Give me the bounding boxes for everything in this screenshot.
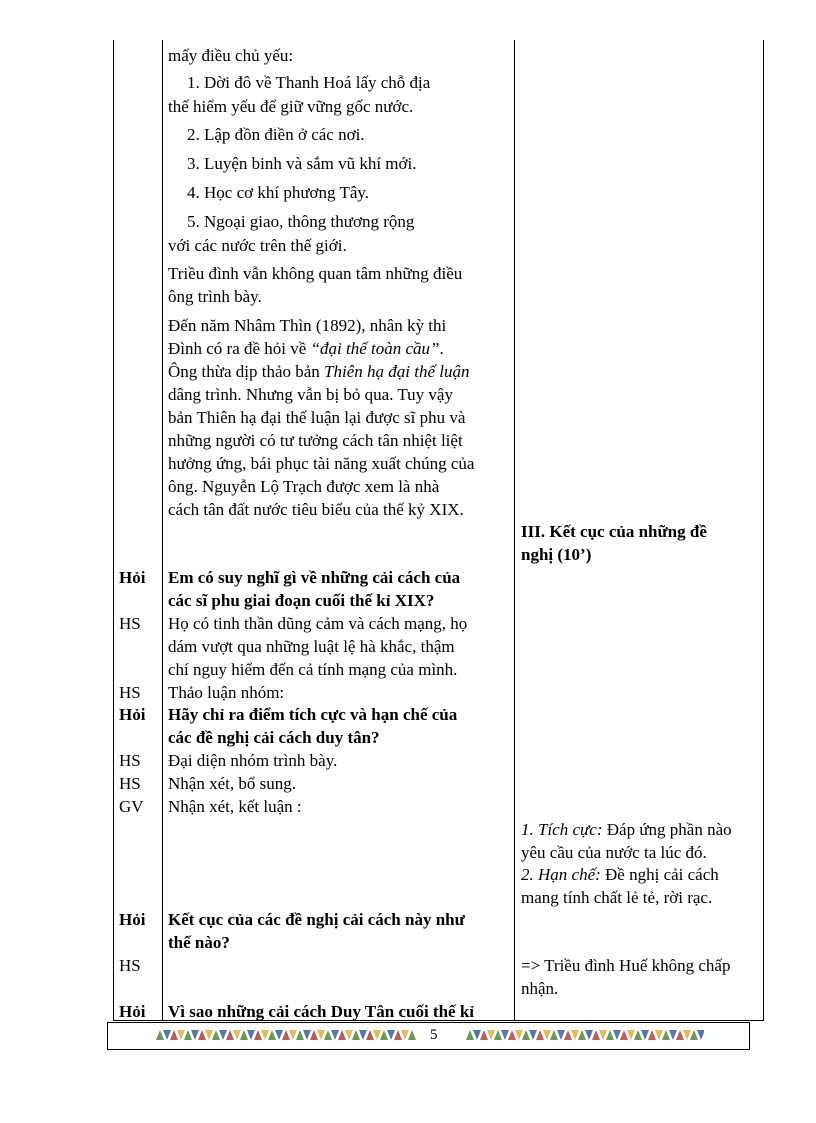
content-line: [168, 362, 470, 382]
decorative-mark: [697, 1030, 704, 1040]
content-line: thế hiểm yếu để giữ vững gốc nước.: [168, 97, 414, 116]
decorative-mark: [338, 1030, 346, 1040]
decorative-mark: [408, 1030, 416, 1040]
question-line: Vì sao những cải cách Duy Tân cuối thế kỉ: [168, 1002, 475, 1021]
content-line: cách tân đất nước tiêu biểu của thế kỷ XIX.: [168, 500, 464, 519]
content-text: .: [439, 339, 444, 358]
decorative-mark: [373, 1030, 381, 1040]
answer-line: Nhận xét, bổ sung.: [168, 774, 296, 793]
question-line: các sĩ phu giai đoạn cuối thế kỉ XIX?: [168, 591, 435, 610]
decorative-mark: [219, 1030, 227, 1040]
decorative-mark: [606, 1030, 614, 1040]
decorative-mark: [247, 1030, 255, 1040]
role-label: HS: [119, 614, 141, 633]
content-line: 3. Luyện binh và sắm vũ khí mới.: [187, 154, 417, 173]
decorative-mark: [198, 1030, 206, 1040]
decorative-mark: [515, 1030, 523, 1040]
decorative-mark: [380, 1030, 388, 1040]
decorative-mark: [613, 1030, 621, 1040]
decorative-mark: [529, 1030, 537, 1040]
content-line: [168, 339, 444, 359]
decorative-mark: [261, 1030, 269, 1040]
decorative-mark: [592, 1030, 600, 1040]
content-italic-text: “đại thế toàn cầu”: [310, 339, 440, 358]
answer-line: Họ có tinh thần dũng cảm và cách mạng, họ: [168, 614, 468, 633]
content-italic-text: Thiên hạ đại thế luận: [324, 362, 470, 381]
decorative-mark: [543, 1030, 551, 1040]
question-line: Kết cục của các đề nghị cải cách này như: [168, 910, 465, 929]
role-label: HS: [119, 956, 141, 975]
section-heading: nghị (10’): [521, 545, 592, 564]
decorative-mark: [676, 1030, 684, 1040]
decorative-mark: [268, 1030, 276, 1040]
question-line: thế nào?: [168, 933, 230, 952]
note-line: [521, 820, 732, 840]
content-line: bản Thiên hạ đại thế luận lại được sĩ phu và: [168, 408, 466, 427]
decorative-mark: [226, 1030, 234, 1040]
role-label: HS: [119, 683, 141, 702]
decorative-mark: [366, 1030, 374, 1040]
decorative-mark: [620, 1030, 628, 1040]
decorative-mark: [641, 1030, 649, 1040]
decorative-mark: [394, 1030, 402, 1040]
content-line: dâng trình. Nhưng vẫn bị bỏ qua. Tuy vậy: [168, 385, 453, 404]
decorative-mark: [345, 1030, 353, 1040]
column-divider-role: [162, 40, 163, 1020]
decorative-mark: [163, 1030, 171, 1040]
decorative-mark: [648, 1030, 656, 1040]
decorative-mark: [331, 1030, 339, 1040]
content-line: ông. Nguyễn Lộ Trạch được xem là nhà: [168, 477, 440, 496]
content-text: Ông thừa dịp thảo bản: [168, 362, 325, 381]
note-line: => Triều đình Huế không chấp: [521, 956, 731, 975]
role-label: Hỏi: [119, 910, 146, 929]
decorative-mark: [578, 1030, 586, 1040]
page-number: 5: [430, 1027, 438, 1043]
content-line: 5. Ngoại giao, thông thương rộng: [187, 212, 415, 231]
decorative-mark: [289, 1030, 297, 1040]
decorative-mark: [170, 1030, 178, 1040]
decorative-mark: [627, 1030, 635, 1040]
content-line: những người có tư tưởng cách tân nhiệt liệt: [168, 431, 463, 450]
decorative-mark: [352, 1030, 360, 1040]
decorative-mark: [480, 1030, 488, 1040]
question-line: các đề nghị cải cách duy tân?: [168, 728, 380, 747]
decorative-mark: [634, 1030, 642, 1040]
note-line: [521, 865, 719, 885]
role-label: Hỏi: [119, 1002, 146, 1021]
content-line: Đến năm Nhâm Thìn (1892), nhân kỳ thi: [168, 316, 447, 335]
content-line: với các nước trên thế giới.: [168, 236, 347, 255]
decorative-mark: [401, 1030, 409, 1040]
content-line: hưởng ứng, bái phục tài năng xuất chúng của: [168, 454, 475, 473]
decorative-mark: [212, 1030, 220, 1040]
content-line: 2. Lập đồn điền ở các nơi.: [187, 125, 365, 144]
decorative-mark: [669, 1030, 677, 1040]
answer-line: dám vượt qua những luật lệ hà khắc, thậm: [168, 637, 455, 656]
decorative-mark: [585, 1030, 593, 1040]
content-line: mấy điều chủ yếu:: [168, 46, 294, 65]
note-italic-text: 1. Tích cực:: [521, 820, 603, 839]
note-italic-text: 2. Hạn chế:: [521, 865, 601, 884]
role-label: HS: [119, 751, 141, 770]
column-divider-notes: [514, 40, 515, 1020]
decorative-mark: [564, 1030, 572, 1040]
decorative-mark: [466, 1030, 474, 1040]
decorative-mark: [177, 1030, 185, 1040]
decorative-mark: [205, 1030, 213, 1040]
content-line: 4. Học cơ khí phương Tây.: [187, 183, 370, 202]
decorative-mark: [473, 1030, 481, 1040]
decorative-mark: [522, 1030, 530, 1040]
decorative-mark: [655, 1030, 663, 1040]
role-label: GV: [119, 797, 144, 816]
note-text: Đáp ứng phần nào: [602, 820, 732, 839]
note-text: Đề nghị cải cách: [600, 865, 719, 884]
decorative-mark: [156, 1030, 164, 1040]
decorative-border-left: [156, 1029, 418, 1041]
decorative-mark: [536, 1030, 544, 1040]
note-line: nhận.: [521, 979, 559, 998]
decorative-mark: [494, 1030, 502, 1040]
decorative-mark: [240, 1030, 248, 1040]
role-label: Hỏi: [119, 705, 146, 724]
question-line: Hãy chỉ ra điểm tích cực và hạn chế của: [168, 705, 458, 724]
decorative-mark: [324, 1030, 332, 1040]
decorative-border-right: [466, 1029, 704, 1041]
decorative-mark: [501, 1030, 509, 1040]
decorative-mark: [310, 1030, 318, 1040]
content-line: Triều đình vẫn không quan tâm những điều: [168, 264, 463, 283]
decorative-mark: [303, 1030, 311, 1040]
decorative-mark: [487, 1030, 495, 1040]
answer-line: chí nguy hiểm đến cả tính mạng của mình.: [168, 660, 458, 679]
answer-line: Thảo luận nhóm:: [168, 683, 285, 702]
decorative-mark: [550, 1030, 558, 1040]
decorative-mark: [571, 1030, 579, 1040]
page-footer: [107, 1022, 750, 1050]
decorative-mark: [662, 1030, 670, 1040]
content-line: ông trình bày.: [168, 287, 262, 306]
note-line: yêu cầu của nước ta lúc đó.: [521, 843, 707, 862]
decorative-mark: [557, 1030, 565, 1040]
question-line: Em có suy nghĩ gì về những cải cách của: [168, 568, 461, 587]
decorative-mark: [683, 1030, 691, 1040]
decorative-mark: [690, 1030, 698, 1040]
decorative-mark: [254, 1030, 262, 1040]
decorative-mark: [599, 1030, 607, 1040]
content-line: 1. Dời đô về Thanh Hoá lấy chỗ địa: [187, 73, 431, 92]
content-text: Đình có ra đề hỏi về: [168, 339, 311, 358]
decorative-mark: [359, 1030, 367, 1040]
decorative-mark: [508, 1030, 516, 1040]
decorative-mark: [191, 1030, 199, 1040]
answer-line: Đại diện nhóm trình bày.: [168, 751, 338, 770]
decorative-mark: [387, 1030, 395, 1040]
role-label: Hỏi: [119, 568, 146, 587]
section-heading: III. Kết cục của những đề: [521, 522, 707, 541]
decorative-mark: [296, 1030, 304, 1040]
answer-line: Nhận xét, kết luận :: [168, 797, 302, 816]
decorative-mark: [184, 1030, 192, 1040]
decorative-mark: [282, 1030, 290, 1040]
note-line: mang tính chất lẻ tẻ, rời rạc.: [521, 888, 713, 907]
decorative-mark: [275, 1030, 283, 1040]
decorative-mark: [317, 1030, 325, 1040]
role-label: HS: [119, 774, 141, 793]
decorative-mark: [233, 1030, 241, 1040]
